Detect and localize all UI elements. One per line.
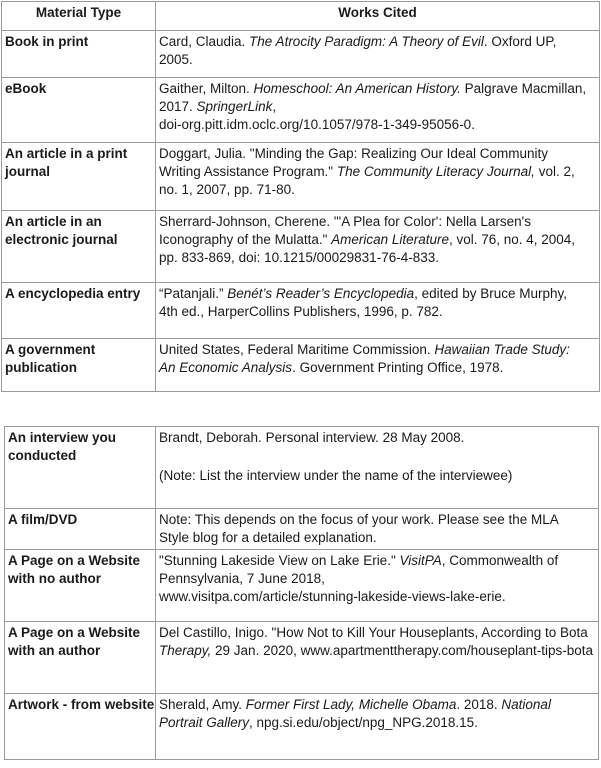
citation-text: Doggart, Julia. "Minding the Gap: Realizing Our Ideal Community	[159, 146, 548, 161]
citation-line	[159, 714, 595, 732]
table-row	[2, 143, 600, 211]
citation-title: Benét’s Reader’s Encyclopedia	[227, 286, 415, 301]
citation-text: Palgrave Macmillan,	[460, 81, 587, 96]
citation-line	[159, 249, 596, 267]
citation-text: Style blog for a detailed explanation.	[159, 530, 377, 545]
material-type-cell	[2, 283, 156, 339]
citation-line	[159, 145, 596, 163]
citation-line	[159, 163, 596, 181]
citation-text: Brandt, Deborah. Personal interview. 28 May 2008.	[159, 430, 465, 445]
citation-title: Therapy,	[159, 643, 212, 658]
citation-text: . Oxford UP,	[483, 34, 557, 49]
citation-text: 4th ed., HarperCollins Publishers, 1996, p. 782.	[159, 304, 443, 319]
material-type-line: An article in an	[5, 214, 102, 229]
citation-title: Homeschool: An American History.	[253, 81, 461, 96]
material-type-line: eBook	[5, 81, 47, 96]
material-type-line: electronic journal	[5, 232, 118, 247]
material-type-line: A government	[5, 342, 96, 357]
citation-line	[159, 231, 596, 249]
citation-cell	[156, 31, 600, 78]
citation-text: Gaither, Milton.	[159, 81, 254, 96]
citation-text: 29 Jan. 2020, www.apartmenttherapy.com/houseplant-tips-bota	[211, 643, 593, 658]
material-type-cell	[5, 427, 156, 509]
citation-text: ,	[272, 99, 277, 114]
citation-line	[159, 213, 596, 231]
citation-line	[159, 33, 596, 51]
citation-line	[159, 98, 596, 116]
citation-cell	[156, 427, 599, 509]
citation-title: Portrait Gallery	[159, 715, 250, 730]
citation-title: American Literature	[331, 232, 449, 247]
table-row	[2, 31, 600, 78]
table-row	[2, 211, 600, 283]
material-type-line: conducted	[8, 448, 77, 463]
table-row	[2, 339, 600, 392]
works-cited-table-1	[1, 1, 600, 392]
citation-line	[159, 116, 596, 134]
material-type-line: An article in a print	[5, 146, 128, 161]
citation-cell	[156, 509, 599, 550]
citation-text: “Patanjali.”	[159, 286, 228, 301]
header-material-type: Material Type	[2, 2, 156, 31]
citation-text: no. 1, 2007, pp. 71-80.	[159, 182, 295, 197]
citation-text: Pennsylvania, 7 June 2018,	[159, 571, 325, 586]
citation-line	[159, 359, 596, 377]
material-type-cell	[2, 143, 156, 211]
citation-text: Sherrard-Johnson, Cherene. "'A Plea for Color': Nella Larsen's	[159, 214, 531, 229]
material-type-line: A Page on a Website	[8, 625, 141, 640]
material-type-cell	[2, 78, 156, 143]
citation-line	[159, 181, 596, 199]
citation-text: United States, Federal Maritime Commission.	[159, 342, 435, 357]
citation-text: , edited by Bruce Murphy,	[414, 286, 567, 301]
citation-text: pp. 833-869, doi: 10.1215/00029831-76-4-833.	[159, 250, 439, 265]
table-row	[5, 694, 599, 760]
citation-line	[159, 447, 595, 467]
citation-line	[159, 552, 595, 570]
material-type-line: journal	[5, 164, 51, 179]
citation-text: 2017.	[159, 99, 197, 114]
citation-line	[159, 429, 595, 447]
works-cited-table-2	[4, 426, 599, 760]
citation-text: doi-org.pitt.idm.oclc.org/10.1057/978-1-349-95056-0.	[159, 117, 475, 132]
citation-text: , Commonwealth of	[441, 553, 559, 568]
material-type-cell	[5, 622, 156, 694]
citation-title: Former First Lady, Michelle Obama	[245, 697, 457, 712]
citation-text: Writing Assistance Program."	[159, 164, 337, 179]
citation-text: (Note: List the interview under the name of the interviewee)	[159, 468, 513, 483]
citation-cell	[156, 339, 600, 392]
table-row	[5, 622, 599, 694]
citation-line	[159, 467, 595, 485]
citation-title: An Economic Analysis	[159, 360, 293, 375]
citation-cell	[156, 283, 600, 339]
citation-text: . Government Printing Office, 1978.	[292, 360, 504, 375]
citation-text: . 2018.	[456, 697, 502, 712]
material-type-line: A Page on a Website	[8, 553, 141, 568]
citation-cell	[156, 694, 599, 760]
citation-line	[159, 303, 596, 321]
material-type-line: Artwork - from website	[8, 697, 155, 712]
material-type-line: with an author	[8, 643, 101, 658]
citation-line	[159, 588, 595, 606]
citation-cell	[156, 211, 600, 283]
citation-line	[159, 642, 595, 660]
citation-text: www.visitpa.com/article/stunning-lakeside-views-lake-erie.	[159, 589, 506, 604]
citation-title: The Community Literacy Journal,	[336, 164, 535, 179]
citation-text: vol. 2,	[534, 164, 575, 179]
citation-cell	[156, 550, 599, 622]
citation-text: Iconography of the Mulatta."	[159, 232, 332, 247]
citation-text: , vol. 76, no. 4, 2004,	[448, 232, 576, 247]
citation-text: Note: This depends on the focus of your work. Please see the MLA	[159, 512, 559, 527]
material-type-line: A encyclopedia entry	[5, 286, 141, 301]
citation-line	[159, 696, 595, 714]
table-row	[2, 78, 600, 143]
table-row	[2, 283, 600, 339]
table-row	[5, 550, 599, 622]
citation-line	[159, 529, 595, 547]
citation-text: Del Castillo, Inigo. "How Not to Kill Your Houseplants, According to Bota	[159, 625, 588, 640]
material-type-cell	[5, 550, 156, 622]
citation-text: "Stunning Lakeside View on Lake Erie."	[159, 553, 400, 568]
citation-text: Sherald, Amy.	[159, 697, 246, 712]
material-type-cell	[5, 509, 156, 550]
citation-cell	[156, 622, 599, 694]
table-row	[5, 509, 599, 550]
citation-line	[159, 511, 595, 529]
citation-cell	[156, 143, 600, 211]
material-type-cell	[2, 31, 156, 78]
citation-title: Hawaiian Trade Study:	[434, 342, 570, 357]
material-type-cell	[2, 211, 156, 283]
citation-line	[159, 341, 596, 359]
citation-title: VisitPA	[399, 553, 442, 568]
material-type-line: publication	[5, 360, 77, 375]
material-type-cell	[2, 339, 156, 392]
material-type-line: Book in print	[5, 34, 89, 49]
citation-cell	[156, 78, 600, 143]
citation-title: SpringerLink	[196, 99, 273, 114]
header-works-cited: Works Cited	[156, 2, 600, 31]
citation-line	[159, 624, 595, 642]
material-type-line: A film/DVD	[8, 512, 78, 527]
citation-title: The Atrocity Paradigm: A Theory of Evil	[249, 34, 484, 49]
citation-title: National	[501, 697, 551, 712]
material-type-cell	[5, 694, 156, 760]
citation-text: , npg.si.edu/object/npg_NPG.2018.15.	[249, 715, 478, 730]
citation-line	[159, 285, 596, 303]
header-row	[2, 2, 600, 31]
citation-line	[159, 80, 596, 98]
citation-text: Card, Claudia.	[159, 34, 250, 49]
material-type-line: with no author	[8, 571, 101, 586]
material-type-line: An interview you	[8, 430, 117, 445]
table-row	[5, 427, 599, 509]
citation-line	[159, 51, 596, 69]
citation-text: 2005.	[159, 52, 193, 67]
citation-line	[159, 570, 595, 588]
